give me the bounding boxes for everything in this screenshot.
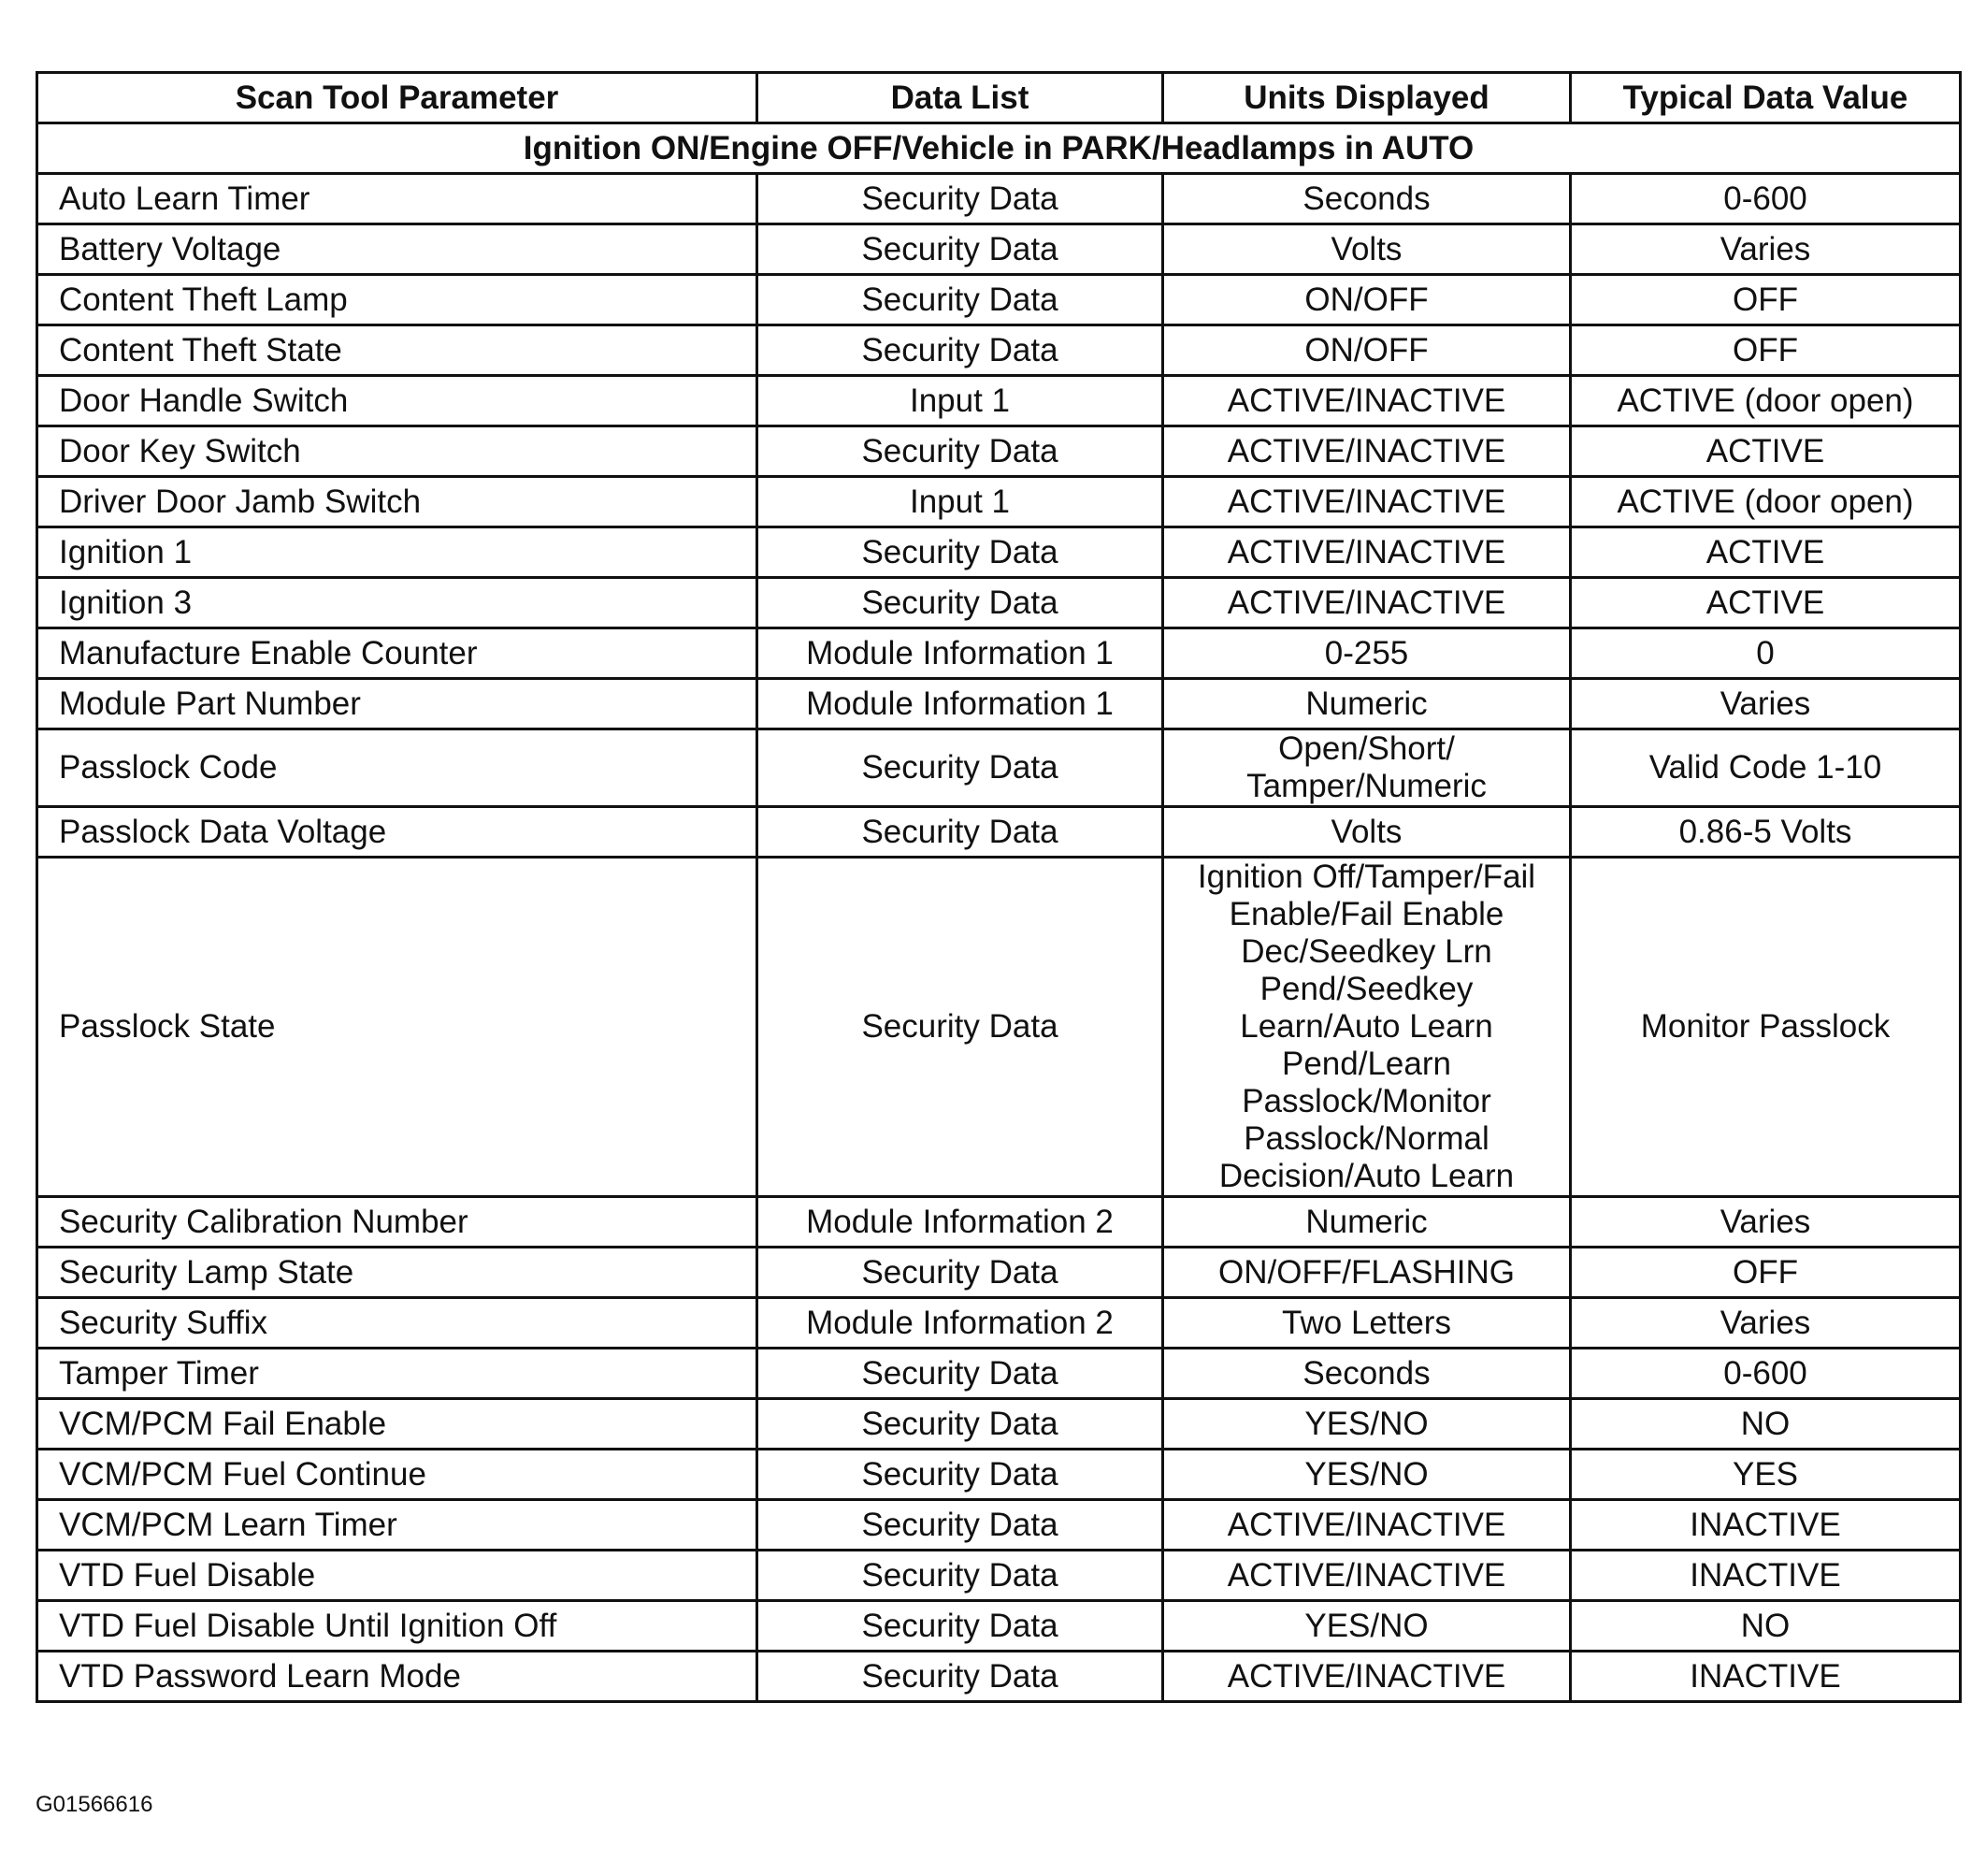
cell-typical-value: 0.86-5 Volts [1571, 807, 1961, 858]
cell-units-displayed: Volts [1163, 224, 1571, 275]
cell-parameter: Tamper Timer [37, 1349, 757, 1399]
cell-units-displayed: ACTIVE/INACTIVE [1163, 527, 1571, 578]
header-typical-data-value: Typical Data Value [1571, 73, 1961, 123]
cell-units-displayed: Ignition Off/Tamper/Fail Enable/Fail Enable Dec/Seedkey Lrn Pend/Seedkey Learn/Auto Learn Pend/Learn Passlock/Monitor Passlock/Normal Decision/Auto Learn [1163, 858, 1571, 1197]
cell-units-displayed: Volts [1163, 807, 1571, 858]
cell-data-list: Security Data [757, 1349, 1163, 1399]
cell-units-displayed: Open/Short/ Tamper/Numeric [1163, 729, 1571, 807]
header-units-displayed: Units Displayed [1163, 73, 1571, 123]
table-row [37, 1298, 1961, 1349]
cell-data-list: Security Data [757, 1601, 1163, 1652]
cell-parameter: VTD Fuel Disable Until Ignition Off [37, 1601, 757, 1652]
cell-units-displayed: ACTIVE/INACTIVE [1163, 376, 1571, 426]
table-row [37, 578, 1961, 628]
cell-data-list: Security Data [757, 1450, 1163, 1500]
cell-parameter: Content Theft Lamp [37, 275, 757, 325]
cell-parameter: VTD Password Learn Mode [37, 1652, 757, 1702]
table-row [37, 679, 1961, 729]
cell-units-displayed: YES/NO [1163, 1450, 1571, 1500]
table-row [37, 1248, 1961, 1298]
cell-parameter: Content Theft State [37, 325, 757, 376]
cell-data-list: Security Data [757, 224, 1163, 275]
cell-units-displayed: ACTIVE/INACTIVE [1163, 477, 1571, 527]
cell-units-displayed: Numeric [1163, 1197, 1571, 1248]
cell-units-displayed: Two Letters [1163, 1298, 1571, 1349]
cell-data-list: Input 1 [757, 477, 1163, 527]
table-row [37, 376, 1961, 426]
cell-typical-value: INACTIVE [1571, 1551, 1961, 1601]
cell-parameter: Auto Learn Timer [37, 174, 757, 224]
table-row [37, 527, 1961, 578]
cell-units-displayed: 0-255 [1163, 628, 1571, 679]
table-row [37, 275, 1961, 325]
cell-parameter: Security Suffix [37, 1298, 757, 1349]
cell-data-list: Security Data [757, 325, 1163, 376]
cell-typical-value: OFF [1571, 275, 1961, 325]
cell-typical-value: Varies [1571, 1197, 1961, 1248]
cell-data-list: Security Data [757, 174, 1163, 224]
cell-data-list: Security Data [757, 578, 1163, 628]
header-data-list: Data List [757, 73, 1163, 123]
cell-typical-value: Valid Code 1-10 [1571, 729, 1961, 807]
table-row [37, 174, 1961, 224]
cell-parameter: Ignition 1 [37, 527, 757, 578]
cell-parameter: Passlock Data Voltage [37, 807, 757, 858]
cell-parameter: Passlock Code [37, 729, 757, 807]
header-scan-tool-parameter: Scan Tool Parameter [37, 73, 757, 123]
cell-units-displayed: ACTIVE/INACTIVE [1163, 1551, 1571, 1601]
cell-units-displayed: ON/OFF [1163, 325, 1571, 376]
cell-data-list: Security Data [757, 807, 1163, 858]
table-row [37, 807, 1961, 858]
cell-data-list: Input 1 [757, 376, 1163, 426]
cell-parameter: VCM/PCM Fail Enable [37, 1399, 757, 1450]
section-row [37, 123, 1961, 174]
table-row [37, 224, 1961, 275]
cell-units-displayed: Numeric [1163, 679, 1571, 729]
cell-units-displayed: ON/OFF/FLASHING [1163, 1248, 1571, 1298]
cell-units-displayed: ON/OFF [1163, 275, 1571, 325]
cell-parameter: Door Handle Switch [37, 376, 757, 426]
table-row [37, 1652, 1961, 1702]
cell-units-displayed: YES/NO [1163, 1601, 1571, 1652]
cell-data-list: Security Data [757, 1248, 1163, 1298]
cell-typical-value: Monitor Passlock [1571, 858, 1961, 1197]
cell-typical-value: 0-600 [1571, 1349, 1961, 1399]
cell-data-list: Security Data [757, 1500, 1163, 1551]
cell-data-list: Security Data [757, 426, 1163, 477]
cell-units-displayed: ACTIVE/INACTIVE [1163, 426, 1571, 477]
cell-parameter: VTD Fuel Disable [37, 1551, 757, 1601]
cell-parameter: Security Calibration Number [37, 1197, 757, 1248]
cell-data-list: Module Information 1 [757, 679, 1163, 729]
cell-typical-value: NO [1571, 1399, 1961, 1450]
cell-typical-value: 0 [1571, 628, 1961, 679]
cell-typical-value: NO [1571, 1601, 1961, 1652]
cell-typical-value: ACTIVE [1571, 426, 1961, 477]
cell-parameter: VCM/PCM Fuel Continue [37, 1450, 757, 1500]
cell-parameter: Module Part Number [37, 679, 757, 729]
cell-parameter: Driver Door Jamb Switch [37, 477, 757, 527]
cell-units-displayed: Seconds [1163, 1349, 1571, 1399]
cell-typical-value: Varies [1571, 1298, 1961, 1349]
cell-typical-value: INACTIVE [1571, 1500, 1961, 1551]
table-header-row [37, 73, 1961, 123]
cell-data-list: Security Data [757, 729, 1163, 807]
cell-parameter: Ignition 3 [37, 578, 757, 628]
cell-data-list: Security Data [757, 1551, 1163, 1601]
cell-units-displayed: ACTIVE/INACTIVE [1163, 578, 1571, 628]
cell-units-displayed: ACTIVE/INACTIVE [1163, 1652, 1571, 1702]
cell-parameter: Security Lamp State [37, 1248, 757, 1298]
cell-data-list: Module Information 2 [757, 1298, 1163, 1349]
table-row [37, 1197, 1961, 1248]
cell-data-list: Module Information 1 [757, 628, 1163, 679]
cell-typical-value: ACTIVE [1571, 527, 1961, 578]
cell-data-list: Security Data [757, 527, 1163, 578]
cell-typical-value: ACTIVE [1571, 578, 1961, 628]
cell-typical-value: INACTIVE [1571, 1652, 1961, 1702]
cell-parameter: Battery Voltage [37, 224, 757, 275]
cell-data-list: Security Data [757, 1652, 1163, 1702]
cell-typical-value: OFF [1571, 1248, 1961, 1298]
cell-parameter: Passlock State [37, 858, 757, 1197]
cell-units-displayed: YES/NO [1163, 1399, 1571, 1450]
cell-units-displayed: ACTIVE/INACTIVE [1163, 1500, 1571, 1551]
section-title: Ignition ON/Engine OFF/Vehicle in PARK/Headlamps in AUTO [37, 123, 1961, 174]
table-row [37, 1450, 1961, 1500]
table-row [37, 325, 1961, 376]
table-row [37, 729, 1961, 807]
table-row [37, 477, 1961, 527]
table-row [37, 1349, 1961, 1399]
cell-typical-value: Varies [1571, 679, 1961, 729]
cell-typical-value: OFF [1571, 325, 1961, 376]
cell-typical-value: ACTIVE (door open) [1571, 477, 1961, 527]
cell-typical-value: ACTIVE (door open) [1571, 376, 1961, 426]
table-row [37, 426, 1961, 477]
cell-typical-value: 0-600 [1571, 174, 1961, 224]
table-row [37, 1551, 1961, 1601]
table-row [37, 1500, 1961, 1551]
cell-typical-value: YES [1571, 1450, 1961, 1500]
cell-typical-value: Varies [1571, 224, 1961, 275]
table-row [37, 628, 1961, 679]
table-row [37, 858, 1961, 1197]
cell-parameter: Door Key Switch [37, 426, 757, 477]
table-row [37, 1601, 1961, 1652]
table-row [37, 1399, 1961, 1450]
cell-parameter: VCM/PCM Learn Timer [37, 1500, 757, 1551]
cell-data-list: Security Data [757, 858, 1163, 1197]
scan-tool-data-table [36, 71, 1962, 1703]
cell-data-list: Security Data [757, 1399, 1163, 1450]
cell-data-list: Module Information 2 [757, 1197, 1163, 1248]
cell-units-displayed: Seconds [1163, 174, 1571, 224]
cell-parameter: Manufacture Enable Counter [37, 628, 757, 679]
figure-id: G01566616 [36, 1792, 153, 1817]
cell-data-list: Security Data [757, 275, 1163, 325]
